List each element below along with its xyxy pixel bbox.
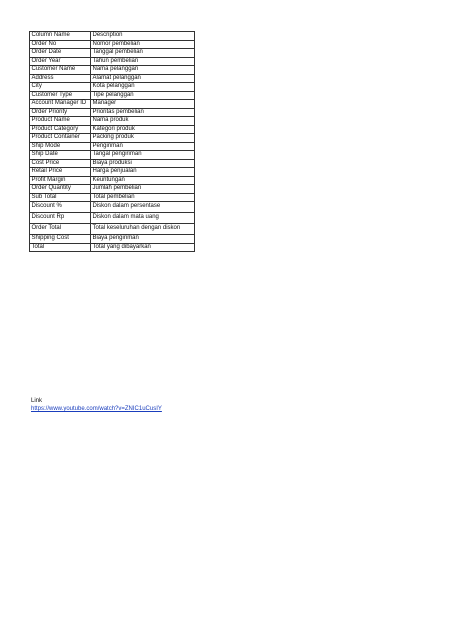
table-row [30,176,195,185]
cell-column-name: Order Total [30,224,91,235]
cell-column-name: Profit Margin [30,176,91,185]
cell-column-name: Sub Total [30,193,91,202]
table-header-row [30,32,195,41]
cell-column-name: Order No [30,40,91,49]
table-row [30,40,195,49]
cell-description: Jumlah pembelian [91,185,195,194]
table-row [30,202,195,213]
table-row [30,159,195,168]
cell-description: Total keseluruhan dengan diskon [91,224,195,235]
column-dictionary-table [29,31,195,252]
cell-description: Total pembelian [91,193,195,202]
cell-column-name: Retail Price [30,168,91,177]
link-label: Link [31,398,43,404]
cell-column-name: Shipping Cost [30,235,91,244]
table-row [30,108,195,117]
cell-column-name: Order Date [30,49,91,58]
cell-description: Packing produk [91,134,195,143]
cell-column-name: Customer Name [30,66,91,75]
table-row [30,213,195,224]
cell-description: Keuntungan [91,176,195,185]
youtube-link[interactable]: https://www.youtube.com/watch?v=ZNIC1uCusIY [31,406,162,412]
cell-description: Biaya produksi [91,159,195,168]
cell-column-name: Address [30,74,91,83]
cell-description: Prioritas pembelian [91,108,195,117]
table-row [30,66,195,75]
cell-column-name: Cost Price [30,159,91,168]
cell-description: Alamat pelanggan [91,74,195,83]
table-row [30,142,195,151]
cell-description: Diskon dalam persentase [91,202,195,213]
table-row [30,224,195,235]
cell-column-name: Order Quantity [30,185,91,194]
cell-description: Tanggal pembelian [91,49,195,58]
cell-description: Tangal pengiriman [91,151,195,160]
cell-description: Tahun pembelian [91,57,195,66]
cell-description: Nomor pembelian [91,40,195,49]
link-section [31,397,162,413]
cell-column-name: Order Priority [30,108,91,117]
cell-column-name: Product Category [30,125,91,134]
cell-description: Harga penjualan [91,168,195,177]
cell-column-name: Account Manager ID [30,100,91,109]
cell-column-name: Ship Date [30,151,91,160]
table-row [30,91,195,100]
header-description: Description [91,32,195,41]
cell-column-name: Discount Rp [30,213,91,224]
cell-description: Diskon dalam mata uang [91,213,195,224]
cell-description: Biaya pengiriman [91,235,195,244]
cell-description: Manager [91,100,195,109]
table-row [30,74,195,83]
cell-column-name: Product Name [30,117,91,126]
cell-description: Kota pelanggan [91,83,195,92]
cell-column-name: Total [30,243,91,252]
cell-description: Tipe pelanggan [91,91,195,100]
cell-column-name: Order Year [30,57,91,66]
table-row [30,185,195,194]
cell-column-name: Product Container [30,134,91,143]
table-row [30,193,195,202]
cell-column-name: Customer Type [30,91,91,100]
cell-column-name: City [30,83,91,92]
table-row [30,83,195,92]
table-row [30,168,195,177]
table-row [30,134,195,143]
cell-column-name: Ship Mode [30,142,91,151]
table-row [30,125,195,134]
table-row [30,151,195,160]
table-row [30,57,195,66]
table-row [30,235,195,244]
table-body [30,32,195,252]
table-row [30,49,195,58]
cell-description: Nama pelanggan [91,66,195,75]
table-row [30,100,195,109]
cell-description: Pengiriman [91,142,195,151]
cell-column-name: Discount % [30,202,91,213]
table-row [30,243,195,252]
table-row [30,117,195,126]
cell-description: Total yang dibayarkan [91,243,195,252]
cell-description: Kategori produk [91,125,195,134]
header-column-name: Column Name [30,32,91,41]
cell-description: Nama produk [91,117,195,126]
